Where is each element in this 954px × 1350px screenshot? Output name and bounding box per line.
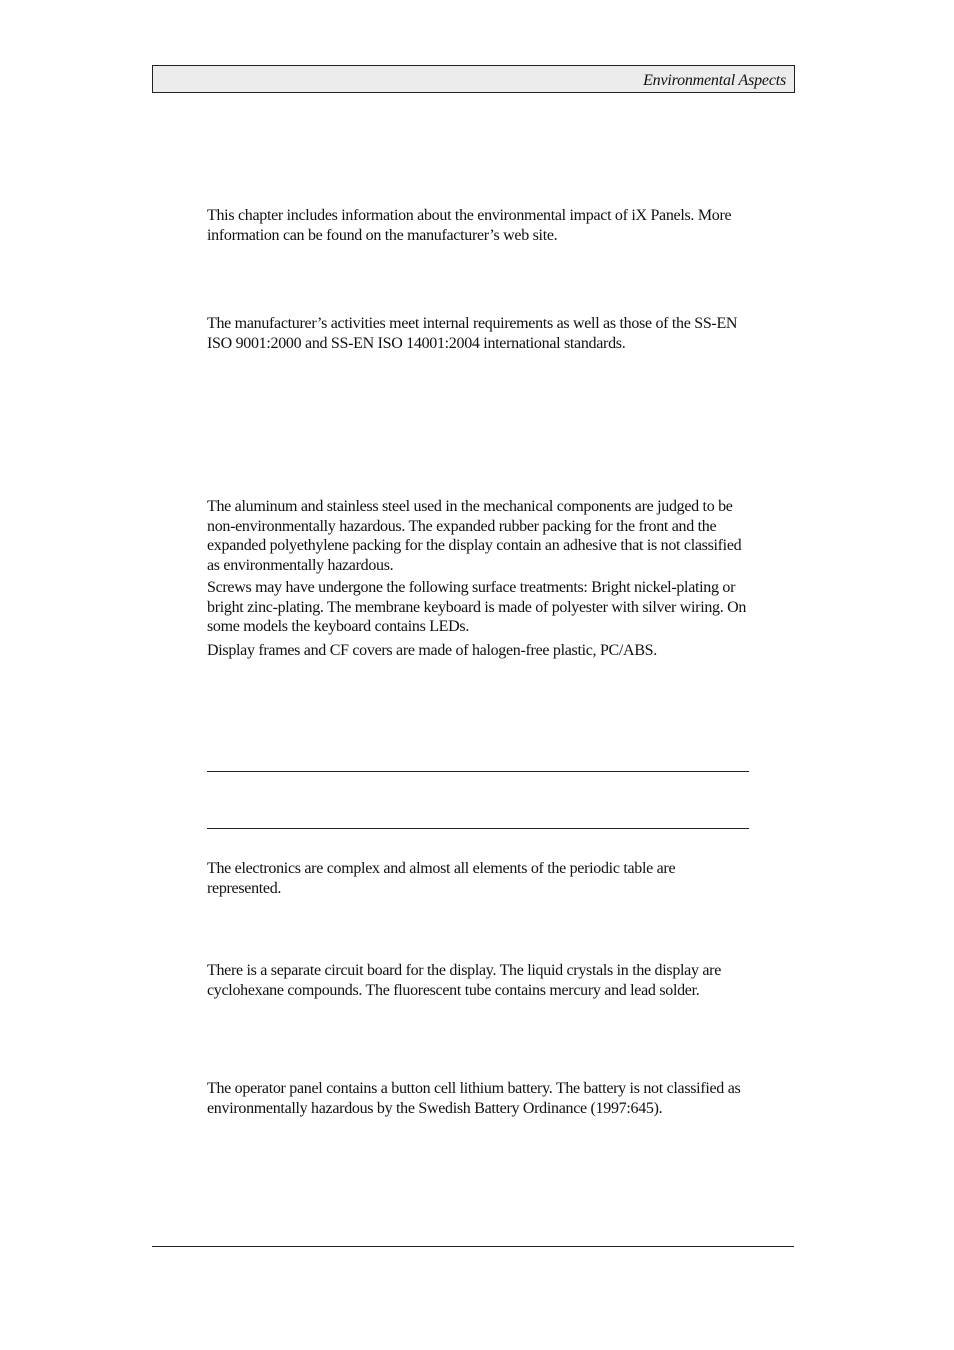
materials-paragraph: The aluminum and stainless steel used in the mechanical components are judged to be non-environmentally hazardous. The expanded rubber packing for the front and the expanded polyethylene packing for the display contain an adhesive that is not classified as environmentally hazardous. (207, 498, 742, 574)
running-header (152, 65, 795, 93)
electronics-paragraph: The electronics are complex and almost all elements of the periodic table are represented. (207, 860, 676, 897)
battery-paragraph: The operator panel contains a button cell lithium battery. The battery is not classified as environmentally hazardous by the Swedish Battery Ordinance (1997:645). (207, 1080, 741, 1117)
standards-paragraph: The manufacturer’s activities meet internal requirements as well as those of the SS-EN ISO 9001:2000 and SS-EN ISO 14001:2004 international standards. (207, 315, 738, 352)
frames-paragraph: Display frames and CF covers are made of halogen-free plastic, PC/ABS. (207, 642, 657, 659)
header-title: Environmental Aspects (643, 72, 786, 89)
display-paragraph: There is a separate circuit board for the display. The liquid crystals in the display are cyclohexane compounds. The fluorescent tube contains mercury and lead solder. (207, 962, 722, 999)
footer-rule (152, 1246, 794, 1247)
screws-paragraph: Screws may have undergone the following surface treatments: Bright nickel-plating or bright zinc-plating. The membrane keyboard is made of polyester with silver wiring. On some models the keyboard contains LEDs. (207, 579, 747, 635)
note-rule-bottom (207, 828, 749, 829)
note-rule-top (207, 771, 749, 772)
intro-paragraph: This chapter includes information about the environmental impact of iX Panels. More information can be found on the manufacturer’s web site. (207, 207, 732, 244)
